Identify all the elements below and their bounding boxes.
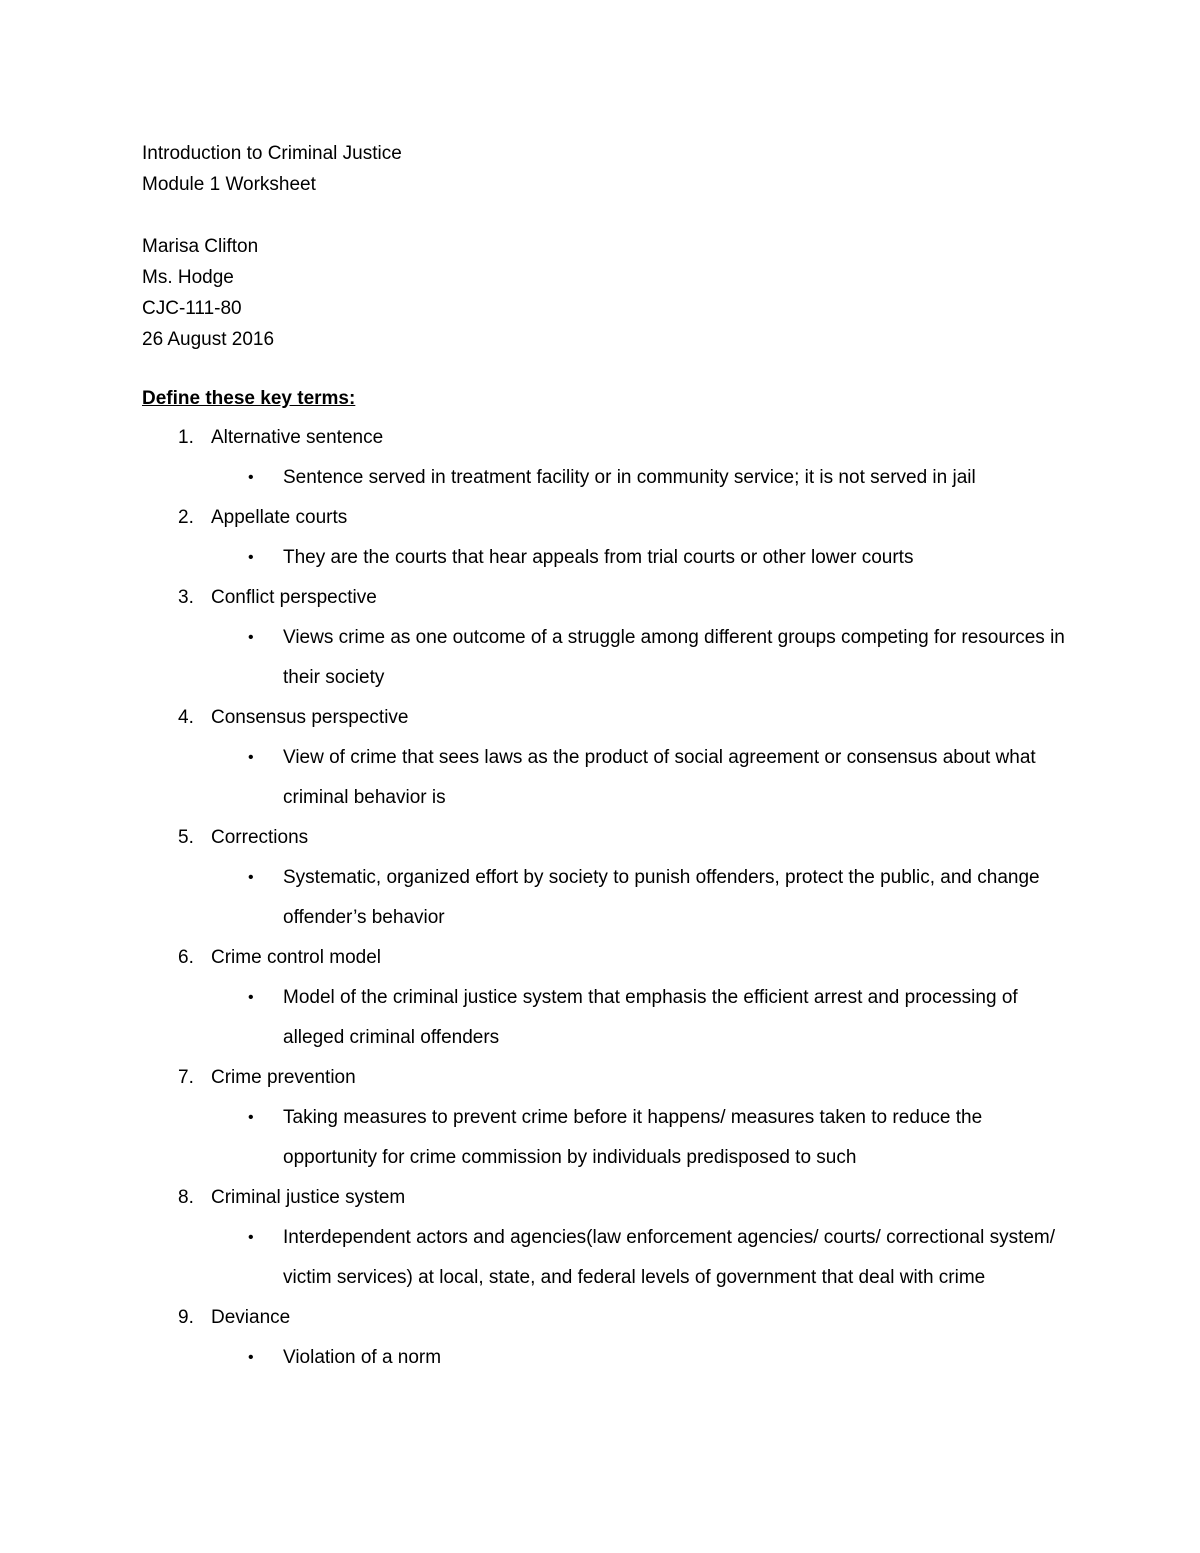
term-item [142,1178,1078,1298]
term-item [142,938,1078,1058]
bullet-icon: • [248,629,254,646]
term-definition: They are the courts that hear appeals from trial courts or other lower courts [283,547,914,568]
worksheet-title: Module 1 Worksheet [142,174,316,195]
course-title: Introduction to Criminal Justice [142,143,402,164]
bullet-icon: • [248,469,254,486]
term-item [142,698,1078,818]
term-name: Corrections [211,827,309,848]
term-item [142,1298,1078,1378]
term-name: Criminal justice system [211,1187,406,1208]
bullet-icon: • [248,869,254,886]
term-number: 9. [178,1307,194,1328]
bullet-icon: • [248,989,254,1006]
term-number: 5. [178,827,194,848]
term-number: 8. [178,1187,194,1208]
term-name: Consensus perspective [211,707,409,728]
term-number: 1. [178,427,194,448]
document-meta [142,231,1078,355]
term-definition: Sentence served in treatment facility or in community service; it is not served in jail [283,467,976,488]
bullet-icon: • [248,1109,254,1126]
term-item [142,818,1078,938]
term-name: Deviance [211,1307,291,1328]
term-number: 2. [178,507,194,528]
term-name: Alternative sentence [211,427,384,448]
term-name: Crime prevention [211,1067,356,1088]
term-definition: Views crime as one outcome of a struggle among different groups competing for resources in their society [283,627,1065,688]
term-number: 3. [178,587,194,608]
term-name: Appellate courts [211,507,348,528]
instructor-name: Ms. Hodge [142,267,234,288]
term-definition: Systematic, organized effort by society to punish offenders, protect the public, and change offender’s behavior [283,867,1040,928]
term-item [142,498,1078,578]
document-header [142,138,1078,200]
term-definition: View of crime that sees laws as the product of social agreement or consensus about what criminal behavior is [283,747,1036,808]
bullet-icon: • [248,749,254,766]
course-code: CJC-111-80 [142,298,242,319]
section-heading: Define these key terms: [142,388,356,409]
term-number: 6. [178,947,194,968]
term-item [142,578,1078,698]
term-item [142,1058,1078,1178]
term-number: 4. [178,707,194,728]
term-name: Conflict perspective [211,587,377,608]
term-definition: Interdependent actors and agencies(law enforcement agencies/ courts/ correctional system/ victim services) at local, state, and federal levels of government that deal with crime [283,1227,1056,1288]
term-item [142,418,1078,498]
bullet-icon: • [248,1349,254,1366]
student-name: Marisa Clifton [142,236,259,257]
bullet-icon: • [248,549,254,566]
date: 26 August 2016 [142,329,275,350]
term-definition: Model of the criminal justice system that emphasis the efficient arrest and processing of alleged criminal offenders [283,987,1018,1048]
term-definition: Violation of a norm [283,1347,442,1368]
bullet-icon: • [248,1229,254,1246]
term-number: 7. [178,1067,194,1088]
term-definition: Taking measures to prevent crime before it happens/ measures taken to reduce the opportunity for crime commission by individuals predisposed to such [283,1107,983,1168]
terms-list [142,418,1078,1378]
term-name: Crime control model [211,947,381,968]
